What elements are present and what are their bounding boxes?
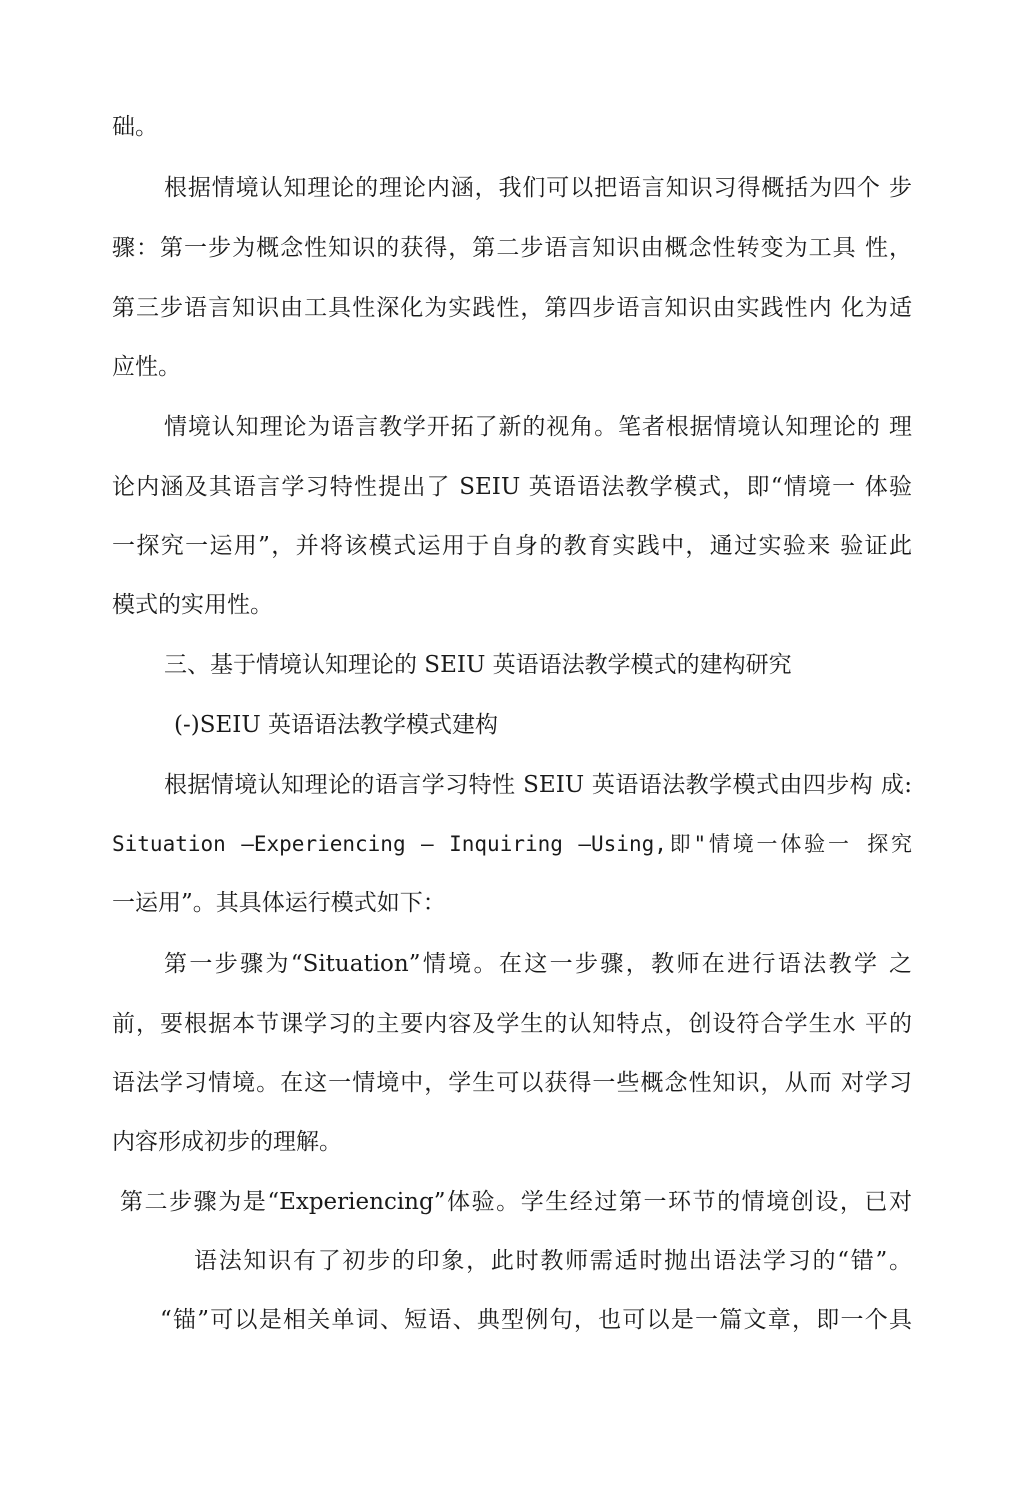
text-line: Situation —Experiencing — Inquiring —Using,即"情境一体验一 探究 bbox=[112, 832, 912, 856]
text-line: “锚”可以是相关单词、短语、典型例句，也可以是一篇文章，即一个具 bbox=[160, 1307, 912, 1333]
section-heading: 三、基于情境认知理论的 SEIU 英语语法教学模式的建构研究 bbox=[164, 652, 792, 678]
paragraph-first-line: 根据情境认知理论的语言学习特性 SEIU 英语语法教学模式由四步构 成: bbox=[164, 772, 912, 798]
text-line: 一运用”。其具体运行模式如下： bbox=[112, 890, 446, 916]
text-line: 语法学习情境。在这一情境中，学生可以获得一些概念性知识，从而 对学习 bbox=[112, 1070, 912, 1096]
paragraph-first-line: 第一步骤为“Situation”情境。在这一步骤，教师在进行语法教学 之 bbox=[164, 951, 912, 977]
text-line: 应性。 bbox=[112, 354, 181, 380]
paragraph-first-line: 第二步骤为是“Experiencing”体验。学生经过第一环节的情境创设，已对 bbox=[120, 1189, 912, 1215]
text-line: 前，要根据本节课学习的主要内容及学生的认知特点，创设符合学生水 平的 bbox=[112, 1011, 912, 1037]
text-line: 骤：第一步为概念性知识的获得，第二步语言知识由概念性转变为工具 性， bbox=[112, 235, 912, 261]
text-line: 内容形成初步的理解。 bbox=[112, 1129, 342, 1155]
text-line: 第三步语言知识由工具性深化为实践性，第四步语言知识由实践性内 化为适 bbox=[112, 295, 912, 321]
text-line: 论内涵及其语言学习特性提出了 SEIU 英语语法教学模式，即“情境一 体验 bbox=[112, 474, 912, 500]
text-line: 一探究一运用”，并将该模式运用于自身的教育实践中，通过实验来 验证此 bbox=[112, 533, 912, 559]
paragraph-first-line: 情境认知理论为语言教学开拓了新的视角。笔者根据情境认知理论的 理 bbox=[164, 414, 912, 440]
subsection-heading: (-)SEIU 英语语法教学模式建构 bbox=[174, 712, 499, 738]
text-line: 础。 bbox=[112, 114, 158, 140]
text-line: 语法知识有了初步的印象，此时教师需适时抛出语法学习的“错”。 bbox=[194, 1248, 912, 1274]
paragraph-first-line: 根据情境认知理论的理论内涵，我们可以把语言知识习得概括为四个 步 bbox=[164, 175, 912, 201]
text-line: 模式的实用性。 bbox=[112, 592, 273, 618]
